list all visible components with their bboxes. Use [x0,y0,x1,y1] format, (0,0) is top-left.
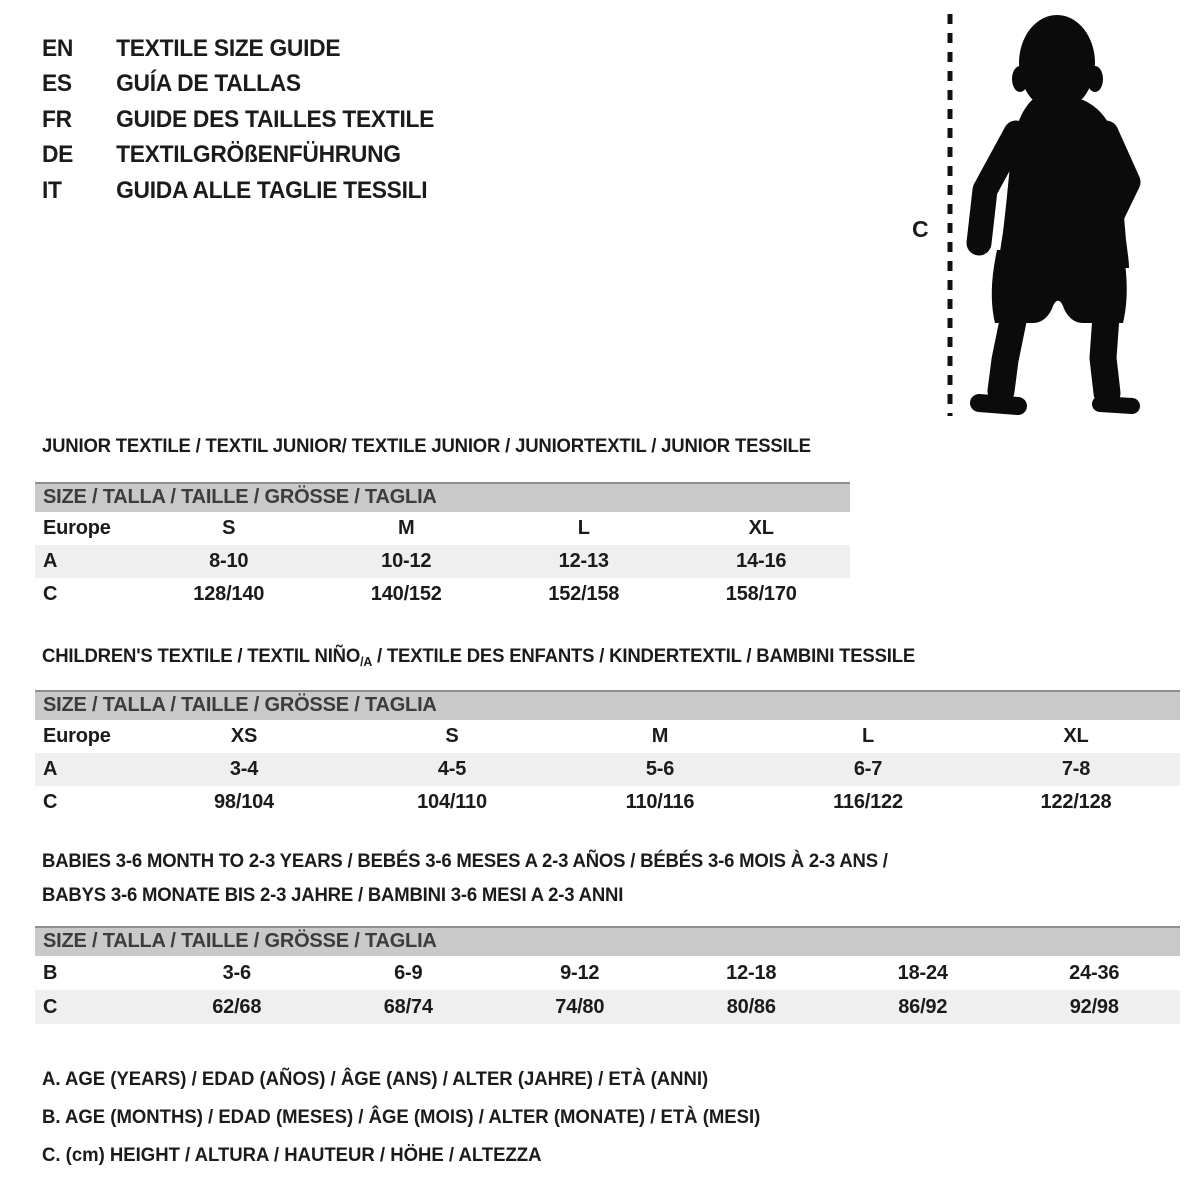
age-cell: 6-9 [394,962,423,984]
age-cell: 14-16 [736,550,787,572]
lang-code: IT [42,176,62,204]
row-label: B [43,962,58,984]
size-header-band: SIZE / TALLA / TAILLE / GRÖSSE / TAGLIA [35,690,1180,720]
lang-code: DE [42,141,74,169]
height-cell: 98/104 [214,791,274,813]
height-cell: 62/68 [212,996,262,1018]
guide-title-es: GUÍA DE TALLAS [116,70,301,98]
guide-title-de: TEXTILGRÖßENFÜHRUNG [116,141,401,169]
row-label: C [43,583,58,605]
children-section-title [42,645,915,669]
size-cell: XL [748,517,774,539]
height-cell: 92/98 [1069,996,1119,1018]
size-cell: L [861,725,875,747]
children-title-sub: /A [360,654,373,669]
footnote-b-age-months: B. AGE (MONTHS) / EDAD (MESES) / ÂGE (MOIS) / ALTER (MONATE) / ETÀ (MESI) [42,1106,761,1128]
row-label: C [43,791,58,813]
height-cell: 86/92 [898,996,948,1018]
age-cell: 7-8 [1061,758,1091,780]
table-row-age [35,545,850,578]
height-cell: 80/86 [726,996,776,1018]
height-cell: 110/116 [625,791,695,813]
table-row-europe [35,720,1180,753]
size-cell: S [222,517,236,539]
age-cell: 3-6 [222,962,251,984]
junior-size-table [35,482,850,611]
footnote-a-age-years: A. AGE (YEARS) / EDAD (AÑOS) / ÂGE (ANS) / ALTER (JAHRE) / ETÀ (ANNI) [42,1068,709,1090]
height-cell: 68/74 [383,996,433,1018]
lang-code: ES [42,70,72,98]
footnote-c-height-cm: C. (cm) HEIGHT / ALTURA / HAUTEUR / HÖHE / ALTEZZA [42,1144,542,1166]
height-cell: 74/80 [555,996,605,1018]
guide-title-en: TEXTILE SIZE GUIDE [116,34,341,62]
table-row-age [35,753,1180,786]
lang-row-it [42,173,434,209]
legend-footnotes [42,1068,798,1182]
size-cell: XL [1063,725,1089,747]
language-title-list [42,31,455,209]
height-cell: 116/122 [833,791,903,813]
babies-size-table [35,926,1180,1024]
lang-code: EN [42,34,74,62]
age-cell: 24-36 [1069,962,1120,984]
height-cell: 122/128 [1040,791,1112,813]
height-cell: 104/110 [417,791,487,813]
table-row-europe [35,512,850,545]
size-cell: M [398,517,415,539]
babies-section-title-line2: BABYS 3-6 MONATE BIS 2-3 JAHRE / BAMBINI 3-6 MESI A 2-3 ANNI [42,884,624,906]
children-size-table [35,690,1180,819]
children-title-post: / TEXTILE DES ENFANTS / KINDERTEXTIL / BAMBINI TESSILE [372,645,916,667]
age-cell: 18-24 [897,962,948,984]
row-label: A [43,758,58,780]
guide-title-fr: GUIDE DES TAILLES TEXTILE [116,105,435,133]
age-cell: 3-4 [229,758,259,780]
age-cell: 12-13 [558,550,609,572]
lang-row-es [42,67,434,103]
junior-section-title: JUNIOR TEXTILE / TEXTIL JUNIOR/ TEXTILE JUNIOR / JUNIORTEXTIL / JUNIOR TESSILE [42,435,811,457]
size-header-band: SIZE / TALLA / TAILLE / GRÖSSE / TAGLIA [35,482,850,512]
babies-section-title-line1: BABIES 3-6 MONTH TO 2-3 YEARS / BEBÉS 3-6 MESES A 2-3 AÑOS / BÉBÉS 3-6 MOIS À 2-3 ANS / [42,850,888,872]
size-cell: M [651,725,669,747]
height-cell: 152/158 [548,583,620,605]
age-cell: 9-12 [560,962,600,984]
age-cell: 5-6 [645,758,675,780]
table-row-height [35,990,1180,1024]
height-measure-label: C [912,216,929,242]
height-cell: 158/170 [725,583,797,605]
row-label: A [43,550,58,572]
size-cell: S [445,725,459,747]
lang-row-de [42,138,434,174]
lang-row-fr [42,102,434,138]
age-cell: 6-7 [853,758,883,780]
table-row-height [35,786,1180,819]
size-header-band: SIZE / TALLA / TAILLE / GRÖSSE / TAGLIA [35,926,1180,956]
height-cell: 128/140 [193,583,265,605]
guide-title-it: GUIDA ALLE TAGLIE TESSILI [116,176,428,204]
table-row-height [35,578,850,611]
table-row-age-months [35,956,1180,990]
age-cell: 8-10 [209,550,249,572]
row-label: C [43,996,58,1018]
age-cell: 4-5 [437,758,467,780]
row-label: Europe [43,517,111,539]
size-cell: L [577,517,590,539]
age-cell: 10-12 [381,550,432,572]
lang-row-en [42,31,434,67]
age-cell: 12-18 [726,962,777,984]
height-cell: 140/152 [370,583,442,605]
children-title-pre: CHILDREN'S TEXTILE / TEXTIL NIÑO [42,645,361,667]
size-cell: XS [230,725,258,747]
lang-code: FR [42,105,72,133]
row-label: Europe [43,725,111,747]
